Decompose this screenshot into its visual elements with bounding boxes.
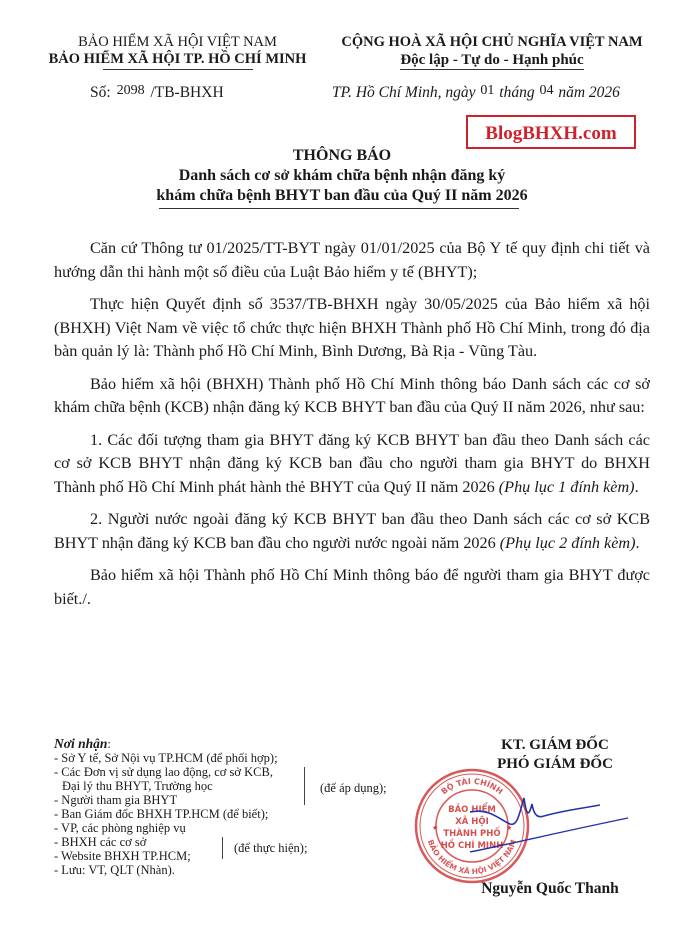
recipients-heading: Nơi nhận bbox=[54, 736, 108, 751]
item-2: 2. Người nước ngoài đăng ký KCB BHYT ban đầu theo Danh sách các cơ sở KCB BHYT nhận đăng ký KCB ban đầu cho người nước ngoài năm 2026 (Phụ lục 2 đính kèm). bbox=[54, 510, 650, 552]
group-bracket-apply bbox=[304, 767, 305, 805]
doc-number-prefix: Số: bbox=[90, 84, 111, 101]
title-underline bbox=[159, 208, 519, 209]
svg-text:BỘ TÀI CHÍNH: BỘ TÀI CHÍNH bbox=[439, 776, 505, 797]
doc-number-suffix: /TB-BHXH bbox=[150, 84, 224, 101]
date-day: 01 bbox=[480, 83, 495, 98]
item-1: 1. Các đối tượng tham gia BHYT đăng ký KCB BHYT ban đầu theo Danh sách các cơ sở KCB BHYT nhận đăng ký KCB ban đầu cho người tham gia BHYT do BHXH Thành phố Hồ Chí Minh phát hành thẻ BHYT của Quý II năm 2026 (Phụ lục 1 đính kèm). bbox=[54, 430, 650, 496]
svg-text:★: ★ bbox=[506, 824, 513, 832]
issue-date bbox=[332, 84, 620, 102]
date-year: năm 2026 bbox=[558, 84, 620, 101]
appendix-2-ref: (Phụ lục 2 đính kèm) bbox=[499, 533, 636, 552]
title-line-1: Danh sách cơ sở khám chữa bệnh nhận đăng ký bbox=[178, 167, 506, 184]
parent-agency: BẢO HIỂM XÃ HỘI VIỆT NAM bbox=[78, 34, 277, 50]
recipient-item: - Các Đơn vị sử dụng lao động, cơ sở KCB, bbox=[54, 765, 273, 779]
handwritten-signature-icon bbox=[470, 790, 630, 860]
date-month: 04 bbox=[539, 83, 554, 98]
country-name: CỘNG HOÀ XÃ HỘI CHỦ NGHĨA VIỆT NAM bbox=[341, 34, 643, 50]
svg-text:BẢO HIỂM XÃ HỘI VIỆT NAM: BẢO HIỂM XÃ HỘI VIỆT NAM bbox=[425, 838, 519, 877]
appendix-1-ref: (Phụ lục 1 đính kèm) bbox=[498, 477, 635, 496]
group-note-execute: (để thực hiện); bbox=[234, 841, 308, 855]
document-title-block bbox=[0, 146, 684, 209]
agency-underline bbox=[103, 69, 253, 70]
document-number bbox=[90, 84, 224, 102]
date-place: TP. Hồ Chí Minh, ngày bbox=[332, 84, 476, 101]
date-month-label: tháng bbox=[499, 84, 535, 101]
recipient-item: - Ban Giám đốc BHXH TP.HCM (để biết); bbox=[54, 807, 269, 821]
recipient-item: - Người tham gia BHYT bbox=[54, 793, 178, 807]
svg-text:THÀNH PHỐ: THÀNH PHỐ bbox=[443, 829, 501, 839]
issuing-agency-block bbox=[40, 34, 315, 70]
svg-text:★: ★ bbox=[432, 824, 439, 832]
recipient-item: - Website BHXH TP.HCM; bbox=[54, 849, 191, 863]
issuing-agency: BẢO HIỂM XÃ HỘI TP. HỒ CHÍ MINH bbox=[48, 51, 307, 67]
signer-name: Nguyễn Quốc Thanh bbox=[481, 880, 619, 897]
document-body bbox=[54, 237, 650, 620]
recipient-item: - VP, các phòng nghiệp vụ bbox=[54, 821, 186, 835]
national-motto: Độc lập - Tự do - Hạnh phúc bbox=[400, 52, 584, 68]
signer-position: PHÓ GIÁM ĐỐC bbox=[497, 756, 613, 772]
paragraph-announcement: Bảo hiểm xã hội (BHXH) Thành phố Hồ Chí Minh thông báo Danh sách các cơ sở khám chữa bệnh (KCB) nhận đăng ký KCB BHYT ban đầu của Quý II năm 2026, như sau: bbox=[54, 374, 650, 416]
doc-number-value: 2098 bbox=[116, 83, 145, 98]
paragraph-decision: Thực hiện Quyết định số 3537/TB-BHXH ngày 30/05/2025 của Bảo hiểm xã hội (BHXH) Việt Nam về việc tổ chức thực hiện BHXH Thành phố Hồ Chí Minh, trong đó địa bàn quản lý là: Thành phố Hồ Chí Minh, Bình Dương, Bà Rịa - Vũng Tàu. bbox=[54, 295, 650, 360]
recipient-item: - Sở Y tế, Sở Nội vụ TP.HCM (để phối hợp); bbox=[54, 751, 278, 765]
on-behalf-label: KT. GIÁM ĐỐC bbox=[501, 737, 609, 753]
watermark-badge: BlogBHXH.com bbox=[466, 115, 636, 149]
paragraph-closing: Bảo hiểm xã hội Thành phố Hồ Chí Minh thông báo để người tham gia BHYT được biết./. bbox=[54, 566, 650, 608]
recipient-item: - BHXH các cơ sở bbox=[54, 835, 147, 849]
national-header-block bbox=[322, 34, 662, 69]
recipient-item: Đại lý thu BHYT, Trường học bbox=[62, 779, 213, 793]
recipients-block: Nơi nhận: - Sở Y tế, Sở Nội vụ TP.HCM (để phối hợp); - Các Đơn vị sử dụng lao động, cơ sở KCB, Đại lý thu BHYT, Trường học - Người tham gia BHYT - Ban Giám đốc BHXH TP.HCM (để biết); - VP, các phòng nghiệp vụ - BHXH các cơ sở - Website BHXH TP.HCM; - Lưu: VT, QLT (Nhàn). (để áp dụng); (để thực hiện); bbox=[54, 737, 414, 877]
svg-text:XÃ HỘI: XÃ HỘI bbox=[455, 817, 489, 827]
title-line-2: khám chữa bệnh BHYT ban đầu của Quý II năm 2026 bbox=[156, 187, 528, 204]
paragraph-legal-basis: Căn cứ Thông tư 01/2025/TT-BYT ngày 01/01/2025 của Bộ Y tế quy định chi tiết và hướng dẫn thi hành một số điều của Luật Bảo hiểm y tế (BHYT); bbox=[54, 239, 650, 281]
recipient-item: - Lưu: VT, QLT (Nhàn). bbox=[54, 863, 175, 877]
svg-text:BẢO HIỂM: BẢO HIỂM bbox=[448, 805, 496, 815]
svg-text:HỒ CHÍ MINH: HỒ CHÍ MINH bbox=[440, 841, 504, 851]
group-bracket-execute bbox=[222, 837, 223, 859]
document-kind: THÔNG BÁO bbox=[292, 147, 392, 164]
group-note-apply: (để áp dụng); bbox=[320, 781, 387, 795]
